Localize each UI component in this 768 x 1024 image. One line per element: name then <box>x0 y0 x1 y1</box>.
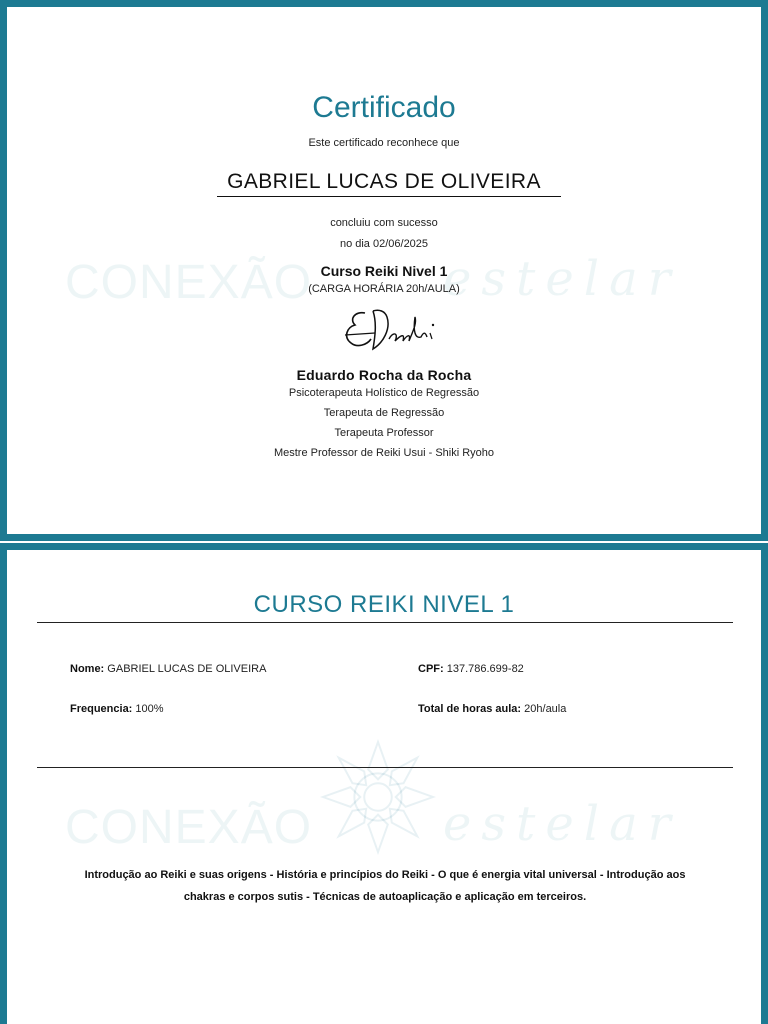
course-details-page <box>0 543 768 1024</box>
course-title: CURSO REIKI NIVEL 1 <box>253 591 515 618</box>
mandala-icon <box>319 738 437 856</box>
signer-role: Mestre Professor de Reiki Usui - Shiki Ryoho <box>273 447 495 459</box>
frequency-field <box>70 703 164 715</box>
field-label: Frequencia: <box>70 703 133 715</box>
cpf-field <box>418 663 524 675</box>
signer-name: Eduardo Rocha da Rocha <box>296 367 472 383</box>
recognition-text: Este certificado reconhece que <box>308 137 460 149</box>
divider <box>37 767 733 768</box>
field-label: Nome: <box>70 663 105 675</box>
field-value: GABRIEL LUCAS DE OLIVEIRA <box>107 663 267 675</box>
field-label: Total de horas aula: <box>418 703 522 715</box>
course-workload: (CARGA HORÁRIA 20h/AULA) <box>308 283 460 295</box>
field-label: CPF: <box>418 663 444 675</box>
completion-text: concluiu com sucesso <box>330 217 438 229</box>
watermark-word: CONEXÃO <box>65 801 313 854</box>
student-name: GABRIEL LUCAS DE OLIVEIRA <box>227 170 541 193</box>
syllabus-line: chakras e corpos sutis - Técnicas de autoaplicação e aplicação em terceiros. <box>183 891 587 903</box>
certificate-title: Certificado <box>312 91 456 124</box>
field-value: 20h/aula <box>524 703 567 715</box>
signature-icon <box>335 303 445 359</box>
divider <box>37 622 733 623</box>
student-name-field <box>70 663 266 675</box>
course-syllabus <box>37 864 733 908</box>
watermark-script: estelar <box>443 796 681 852</box>
signer-role: Psicoterapeuta Holístico de Regressão <box>288 387 480 399</box>
watermark-script: estelar <box>443 251 681 307</box>
total-hours-field <box>418 703 566 715</box>
field-value: 137.786.699-82 <box>446 663 524 675</box>
completion-date: no dia 02/06/2025 <box>339 238 429 250</box>
field-value: 100% <box>135 703 164 715</box>
signer-role: Terapeuta Professor <box>334 427 434 439</box>
watermark-word: CONEXÃO <box>65 256 313 309</box>
name-underline <box>217 196 561 197</box>
signer-role: Terapeuta de Regressão <box>323 407 445 419</box>
course-name: Curso Reiki Nivel 1 <box>320 263 448 279</box>
syllabus-line: Introdução ao Reiki e suas origens - História e princípios do Reiki - O que é energia vital universal - Introdução aos <box>84 869 686 881</box>
